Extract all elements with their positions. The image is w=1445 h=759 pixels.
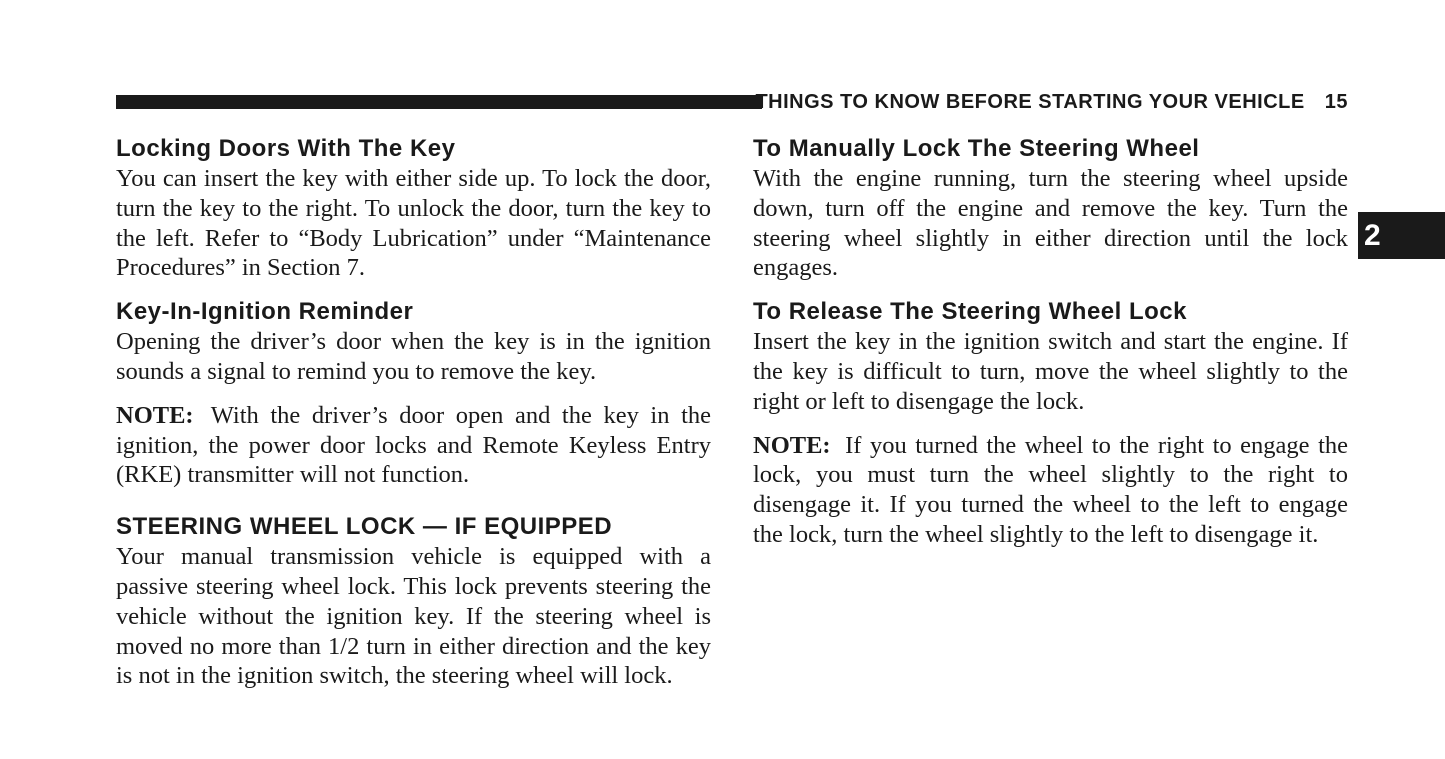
left-column [116,134,711,691]
section-heading-key-reminder: Key-In-Ignition Reminder [116,298,414,326]
note-label: NOTE: [116,401,194,429]
section-body-key-reminder: Opening the driver’s door when the key is in the ignition sounds a signal to remind you to remove the key. [116,328,711,385]
note-key-reminder [116,401,711,490]
section-body-steering-lock: Your manual transmission vehicle is equipped with a passive steering wheel lock. This lock prevents steering the vehicle without the ignition key. If the steering wheel is moved no more than 1/2 turn in either direction and the key is not in the ignition switch, the steering wheel will lock. [116,543,711,690]
note-steering-release [753,431,1348,550]
section-heading-manual-lock: To Manually Lock The Steering Wheel [753,135,1200,162]
chapter-tab: 2 [1358,212,1445,259]
page-number: 15 [1324,91,1348,113]
section-body-manual-lock: With the engine running, turn the steering wheel upside down, turn off the engine and remove the key. Turn the steering wheel slightly in either direction until the lock engages. [753,165,1348,282]
section-heading-locking-doors: Locking Doors With The Key [116,135,456,162]
header-rule-bar [116,95,762,109]
section-body-locking-doors: You can insert the key with either side up. To lock the door, turn the key to the right. To unlock the door, turn the key to the left. Refer to “Body Lubrication” under “Maintenance Procedures” in Section 7. [116,165,711,282]
running-title: THINGS TO KNOW BEFORE STARTING YOUR VEHICLE [755,91,1305,113]
note-text: If you turned the wheel to the right to engage the lock, you must turn the wheel slightly to the right to disengage it. If you turned the wheel to the left to engage the lock, turn the wheel slightly to the left to disengage it. [753,431,1349,548]
note-text: With the driver’s door open and the key in the ignition, the power door locks and Remote Keyless Entry (RKE) transmitter will not function. [116,401,711,489]
right-column [753,134,1348,550]
section-body-release-lock: Insert the key in the ignition switch and start the engine. If the key is difficult to turn, move the wheel slightly to the right or left to disengage the lock. [753,328,1348,415]
note-label: NOTE: [753,431,831,459]
section-heading-steering-lock: STEERING WHEEL LOCK — IF EQUIPPED [116,513,613,541]
running-header [755,91,1348,114]
section-heading-release-lock: To Release The Steering Wheel Lock [753,298,1187,326]
